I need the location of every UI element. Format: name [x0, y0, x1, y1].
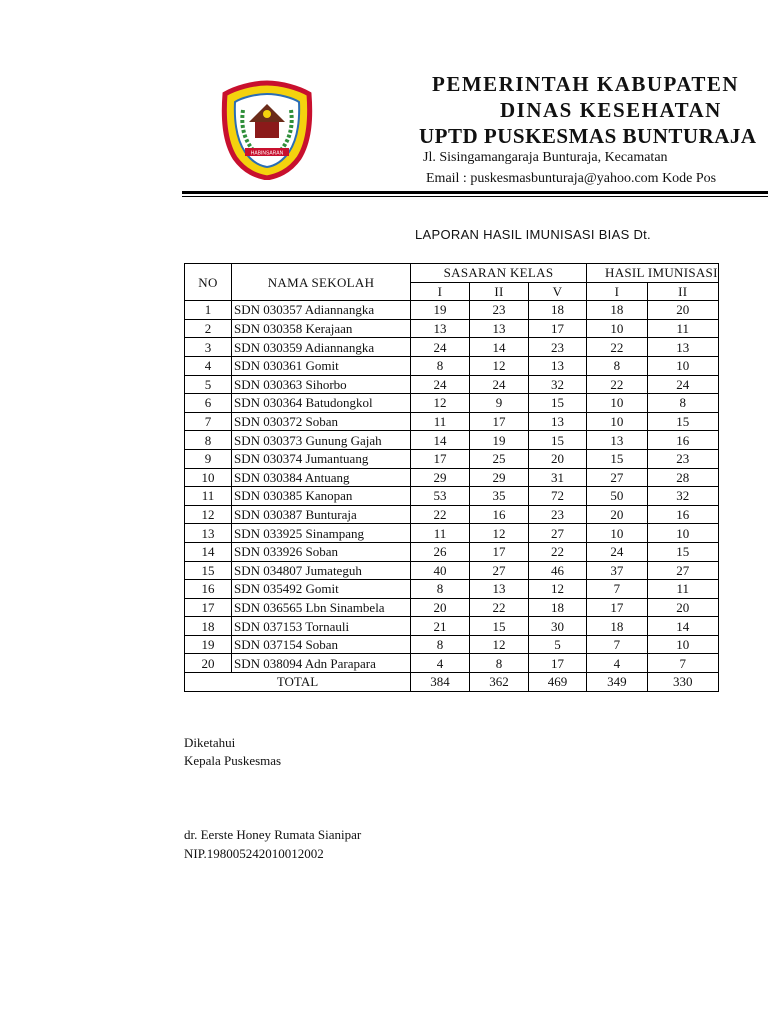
header-target-i: I	[411, 282, 470, 301]
result-class-i-cell: 22	[587, 338, 648, 357]
target-class-v-cell: 5	[529, 635, 587, 654]
letterhead-rule-thin	[182, 196, 768, 197]
header-target-class: SASARAN KELAS	[411, 264, 587, 283]
result-class-ii-cell: 14	[647, 617, 718, 636]
total-value: 384	[411, 673, 470, 692]
result-class-ii-cell: 7	[647, 654, 718, 673]
total-label: TOTAL	[185, 673, 411, 692]
result-class-i-cell: 18	[587, 301, 648, 320]
letterhead-address: Jl. Sisingamangaraja Bunturaja, Kecamatan	[423, 150, 668, 165]
result-class-ii-cell: 23	[647, 449, 718, 468]
target-class-v-cell: 13	[529, 356, 587, 375]
result-class-i-cell: 20	[587, 505, 648, 524]
result-class-i-cell: 18	[587, 617, 648, 636]
result-class-i-cell: 10	[587, 524, 648, 543]
header-target-v: V	[529, 282, 587, 301]
target-class-v-cell: 18	[529, 598, 587, 617]
result-class-i-cell: 8	[587, 356, 648, 375]
target-class-v-cell: 13	[529, 412, 587, 431]
result-class-i-cell: 7	[587, 580, 648, 599]
result-class-ii-cell: 24	[647, 375, 718, 394]
target-class-i-cell: 21	[411, 617, 470, 636]
table-row	[185, 542, 719, 561]
target-class-i-cell: 19	[411, 301, 470, 320]
result-class-i-cell: 4	[587, 654, 648, 673]
table-row	[185, 561, 719, 580]
school-name: SDN 034807 Jumateguh	[232, 561, 411, 580]
table-row	[185, 375, 719, 394]
target-class-i-cell: 8	[411, 356, 470, 375]
row-number: 12	[185, 505, 232, 524]
target-class-ii-cell: 12	[470, 524, 529, 543]
result-class-i-cell: 10	[587, 319, 648, 338]
result-class-ii-cell: 16	[647, 505, 718, 524]
target-class-v-cell: 27	[529, 524, 587, 543]
target-class-ii-cell: 9	[470, 394, 529, 413]
total-value: 469	[529, 673, 587, 692]
school-name: SDN 030357 Adiannangka	[232, 301, 411, 320]
immunization-table	[184, 263, 719, 692]
table-row	[185, 431, 719, 450]
total-value: 349	[587, 673, 648, 692]
school-name: SDN 030387 Bunturaja	[232, 505, 411, 524]
row-number: 13	[185, 524, 232, 543]
table-row	[185, 301, 719, 320]
school-name: SDN 030364 Batudongkol	[232, 394, 411, 413]
row-number: 10	[185, 468, 232, 487]
header-no: NO	[185, 264, 232, 301]
target-class-ii-cell: 17	[470, 412, 529, 431]
result-class-i-cell: 17	[587, 598, 648, 617]
table-row	[185, 487, 719, 506]
school-name: SDN 030374 Jumantuang	[232, 449, 411, 468]
target-class-ii-cell: 35	[470, 487, 529, 506]
table-row	[185, 468, 719, 487]
target-class-ii-cell: 16	[470, 505, 529, 524]
table-row	[185, 617, 719, 636]
letterhead-government: PEMERINTAH KABUPATEN	[432, 72, 740, 96]
crest-sun	[263, 110, 271, 118]
result-class-ii-cell: 10	[647, 524, 718, 543]
table-row	[185, 394, 719, 413]
table-row	[185, 338, 719, 357]
school-name: SDN 037154 Soban	[232, 635, 411, 654]
table-row	[185, 524, 719, 543]
result-class-ii-cell: 13	[647, 338, 718, 357]
target-class-ii-cell: 27	[470, 561, 529, 580]
target-class-ii-cell: 17	[470, 542, 529, 561]
target-class-i-cell: 13	[411, 319, 470, 338]
result-class-ii-cell: 20	[647, 301, 718, 320]
target-class-i-cell: 4	[411, 654, 470, 673]
regency-crest-logo	[219, 80, 315, 180]
header-result-ii: II	[647, 282, 718, 301]
result-class-ii-cell: 32	[647, 487, 718, 506]
target-class-v-cell: 18	[529, 301, 587, 320]
school-name: SDN 033926 Soban	[232, 542, 411, 561]
row-number: 19	[185, 635, 232, 654]
target-class-ii-cell: 12	[470, 635, 529, 654]
target-class-i-cell: 17	[411, 449, 470, 468]
school-name: SDN 030361 Gomit	[232, 356, 411, 375]
target-class-i-cell: 40	[411, 561, 470, 580]
target-class-v-cell: 72	[529, 487, 587, 506]
target-class-v-cell: 46	[529, 561, 587, 580]
result-class-i-cell: 37	[587, 561, 648, 580]
signature-position: Kepala Puskesmas	[184, 753, 282, 768]
result-class-ii-cell: 16	[647, 431, 718, 450]
result-class-i-cell: 22	[587, 375, 648, 394]
target-class-v-cell: 30	[529, 617, 587, 636]
header-immunization-result: HASIL IMUNISASI	[587, 264, 719, 283]
row-number: 15	[185, 561, 232, 580]
row-number: 11	[185, 487, 232, 506]
row-number: 16	[185, 580, 232, 599]
table-row	[185, 654, 719, 673]
school-name: SDN 030385 Kanopan	[232, 487, 411, 506]
target-class-ii-cell: 13	[470, 319, 529, 338]
target-class-i-cell: 11	[411, 524, 470, 543]
target-class-i-cell: 24	[411, 338, 470, 357]
result-class-ii-cell: 8	[647, 394, 718, 413]
target-class-i-cell: 20	[411, 598, 470, 617]
result-class-ii-cell: 11	[647, 319, 718, 338]
crest-ribbon-text: HABINSARAN	[250, 150, 284, 157]
letterhead-email: Email : puskesmasbunturaja@yahoo.com Kode Pos	[426, 171, 717, 186]
target-class-ii-cell: 25	[470, 449, 529, 468]
row-number: 4	[185, 356, 232, 375]
target-class-v-cell: 23	[529, 505, 587, 524]
row-number: 1	[185, 301, 232, 320]
target-class-v-cell: 32	[529, 375, 587, 394]
table-row	[185, 449, 719, 468]
target-class-v-cell: 12	[529, 580, 587, 599]
result-class-i-cell: 50	[587, 487, 648, 506]
crest-house	[255, 122, 279, 138]
target-class-ii-cell: 14	[470, 338, 529, 357]
result-class-i-cell: 10	[587, 412, 648, 431]
school-name: SDN 037153 Tornauli	[232, 617, 411, 636]
school-name: SDN 030372 Soban	[232, 412, 411, 431]
target-class-ii-cell: 24	[470, 375, 529, 394]
target-class-i-cell: 8	[411, 635, 470, 654]
result-class-ii-cell: 28	[647, 468, 718, 487]
result-class-ii-cell: 15	[647, 412, 718, 431]
row-number: 14	[185, 542, 232, 561]
school-name: SDN 035492 Gomit	[232, 580, 411, 599]
row-number: 7	[185, 412, 232, 431]
signature-known: Diketahui	[184, 735, 236, 750]
letterhead-puskesmas: UPTD PUSKESMAS BUNTURAJA	[419, 124, 757, 148]
school-name: SDN 033925 Sinampang	[232, 524, 411, 543]
target-class-ii-cell: 15	[470, 617, 529, 636]
row-number: 2	[185, 319, 232, 338]
school-name: SDN 030363 Sihorbo	[232, 375, 411, 394]
target-class-v-cell: 15	[529, 394, 587, 413]
result-class-i-cell: 10	[587, 394, 648, 413]
result-class-ii-cell: 11	[647, 580, 718, 599]
school-name: SDN 038094 Adn Parapara	[232, 654, 411, 673]
target-class-i-cell: 12	[411, 394, 470, 413]
table-row	[185, 635, 719, 654]
row-number: 17	[185, 598, 232, 617]
row-number: 3	[185, 338, 232, 357]
school-name: SDN 030358 Kerajaan	[232, 319, 411, 338]
table-row	[185, 356, 719, 375]
result-class-i-cell: 24	[587, 542, 648, 561]
table-body	[185, 301, 719, 691]
result-class-i-cell: 7	[587, 635, 648, 654]
table-row	[185, 505, 719, 524]
row-number: 9	[185, 449, 232, 468]
target-class-ii-cell: 8	[470, 654, 529, 673]
letterhead-rule-thick	[182, 191, 768, 194]
table-row	[185, 598, 719, 617]
target-class-v-cell: 15	[529, 431, 587, 450]
target-class-v-cell: 23	[529, 338, 587, 357]
table-row	[185, 412, 719, 431]
target-class-i-cell: 8	[411, 580, 470, 599]
target-class-ii-cell: 12	[470, 356, 529, 375]
total-value: 330	[647, 673, 718, 692]
result-class-ii-cell: 20	[647, 598, 718, 617]
school-name: SDN 030359 Adiannangka	[232, 338, 411, 357]
target-class-i-cell: 14	[411, 431, 470, 450]
target-class-i-cell: 11	[411, 412, 470, 431]
target-class-v-cell: 17	[529, 654, 587, 673]
school-name: SDN 030373 Gunung Gajah	[232, 431, 411, 450]
total-value: 362	[470, 673, 529, 692]
result-class-i-cell: 13	[587, 431, 648, 450]
header-target-ii: II	[470, 282, 529, 301]
target-class-v-cell: 22	[529, 542, 587, 561]
target-class-ii-cell: 13	[470, 580, 529, 599]
row-number: 5	[185, 375, 232, 394]
result-class-i-cell: 27	[587, 468, 648, 487]
target-class-v-cell: 20	[529, 449, 587, 468]
target-class-ii-cell: 23	[470, 301, 529, 320]
result-class-ii-cell: 10	[647, 356, 718, 375]
header-school-name: NAMA SEKOLAH	[232, 264, 411, 301]
target-class-i-cell: 53	[411, 487, 470, 506]
row-number: 20	[185, 654, 232, 673]
total-row	[185, 673, 719, 692]
target-class-v-cell: 31	[529, 468, 587, 487]
result-class-ii-cell: 15	[647, 542, 718, 561]
signature-name: dr. Eerste Honey Rumata Sianipar	[184, 827, 362, 842]
report-title: LAPORAN HASIL IMUNISASI BIAS Dt.	[415, 227, 651, 242]
target-class-ii-cell: 22	[470, 598, 529, 617]
header-result-i: I	[587, 282, 648, 301]
letterhead-department: DINAS KESEHATAN	[500, 98, 722, 122]
signature-nip: NIP.198005242010012002	[184, 846, 324, 861]
table-row	[185, 319, 719, 338]
school-name: SDN 030384 Antuang	[232, 468, 411, 487]
result-class-ii-cell: 27	[647, 561, 718, 580]
row-number: 6	[185, 394, 232, 413]
target-class-ii-cell: 29	[470, 468, 529, 487]
table-row	[185, 580, 719, 599]
school-name: SDN 036565 Lbn Sinambela	[232, 598, 411, 617]
result-class-ii-cell: 10	[647, 635, 718, 654]
target-class-v-cell: 17	[529, 319, 587, 338]
target-class-i-cell: 26	[411, 542, 470, 561]
target-class-i-cell: 24	[411, 375, 470, 394]
target-class-ii-cell: 19	[470, 431, 529, 450]
target-class-i-cell: 22	[411, 505, 470, 524]
row-number: 8	[185, 431, 232, 450]
target-class-i-cell: 29	[411, 468, 470, 487]
result-class-i-cell: 15	[587, 449, 648, 468]
row-number: 18	[185, 617, 232, 636]
